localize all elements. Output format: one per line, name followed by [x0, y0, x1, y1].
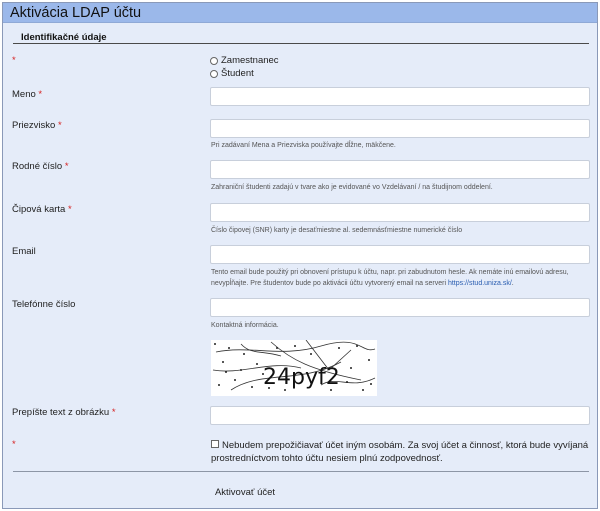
- radio-employee-label[interactable]: Zamestnanec: [221, 55, 279, 66]
- email-hint-text: Tento email bude použitý pri obnovení prístupu k účtu, napr. pri zabudnutom hesle. Ak nemáte inú emailovú adresu, nevypĺňajte. Pre študentov bude po aktivácii účtu vytvorený email na serveri: [211, 269, 569, 287]
- telefon-hint: Kontaktná informácia.: [211, 322, 279, 329]
- radio-student[interactable]: [210, 68, 254, 79]
- rodne-cislo-required-mark: *: [64, 161, 69, 172]
- priezvisko-hint: Pri zadávaní Mena a Priezviska používajte dĺžne, mäkčene.: [211, 142, 396, 149]
- role-required-mark: *: [12, 55, 16, 66]
- telefon-label: Telefónne číslo: [12, 299, 76, 310]
- page-title: Aktivácia LDAP účtu: [3, 3, 597, 23]
- rodne-cislo-label-text: Rodné číslo: [12, 161, 63, 172]
- meno-label: [12, 89, 42, 100]
- meno-label-text: Meno: [12, 89, 36, 100]
- agreement-row: [211, 439, 591, 465]
- email-label: Email: [12, 246, 36, 257]
- radio-employee-circle-icon[interactable]: [210, 57, 218, 65]
- cipova-karta-hint: Číslo čipovej (SNR) karty je desaťmiestne al. sedemnásťmiestne numerické číslo: [211, 227, 463, 234]
- email-input[interactable]: [210, 245, 590, 264]
- meno-input[interactable]: [210, 87, 590, 106]
- captcha-noise-graphic: [211, 340, 377, 396]
- cipova-karta-label: [12, 204, 72, 215]
- telefon-input[interactable]: [210, 298, 590, 317]
- priezvisko-label-text: Priezvisko: [12, 120, 56, 131]
- section-title: Identifikačné údaje: [21, 32, 107, 43]
- email-hint-end: .: [511, 280, 514, 287]
- activation-form-panel: [2, 2, 598, 509]
- section-divider: [13, 43, 589, 44]
- rodne-cislo-label: [12, 161, 69, 172]
- agreement-required-mark: *: [12, 439, 16, 450]
- rodne-cislo-hint: Zahraniční študenti zadajú v tvare ako je evidované vo Vzdelávaní / na študijnom oddelení.: [211, 184, 493, 191]
- captcha-input[interactable]: [210, 406, 590, 425]
- agreement-text: Nebudem prepožičiavať účet iným osobám. Za svoj účet a činnosť, ktorá bude vyvíjaná prostredníctvom tohto účtu nesiem plnú zodpovednosť.: [211, 440, 589, 464]
- captcha-image: [211, 340, 377, 396]
- radio-student-label[interactable]: Študent: [221, 68, 254, 79]
- radio-employee[interactable]: [210, 55, 279, 66]
- captcha-label-text: Prepíšte text z obrázku: [12, 407, 110, 418]
- rodne-cislo-input[interactable]: [210, 160, 590, 179]
- email-hint: [211, 267, 591, 289]
- captcha-required-mark: *: [111, 407, 116, 418]
- cipova-karta-required-mark: *: [67, 204, 72, 215]
- cipova-karta-input[interactable]: [210, 203, 590, 222]
- captcha-text: 24pyf2: [263, 365, 340, 390]
- activate-account-button[interactable]: Aktivovať účet: [210, 483, 280, 501]
- stud-uniza-link[interactable]: https://stud.uniza.sk/: [447, 280, 512, 287]
- radio-student-circle-icon[interactable]: [210, 70, 218, 78]
- footer-divider: [13, 471, 589, 472]
- priezvisko-required-mark: *: [57, 120, 62, 131]
- priezvisko-input[interactable]: [210, 119, 590, 138]
- captcha-label: [12, 407, 116, 418]
- priezvisko-label: [12, 120, 62, 131]
- agreement-checkbox[interactable]: [211, 440, 219, 448]
- meno-required-mark: *: [38, 89, 43, 100]
- cipova-karta-label-text: Čipová karta: [12, 204, 66, 215]
